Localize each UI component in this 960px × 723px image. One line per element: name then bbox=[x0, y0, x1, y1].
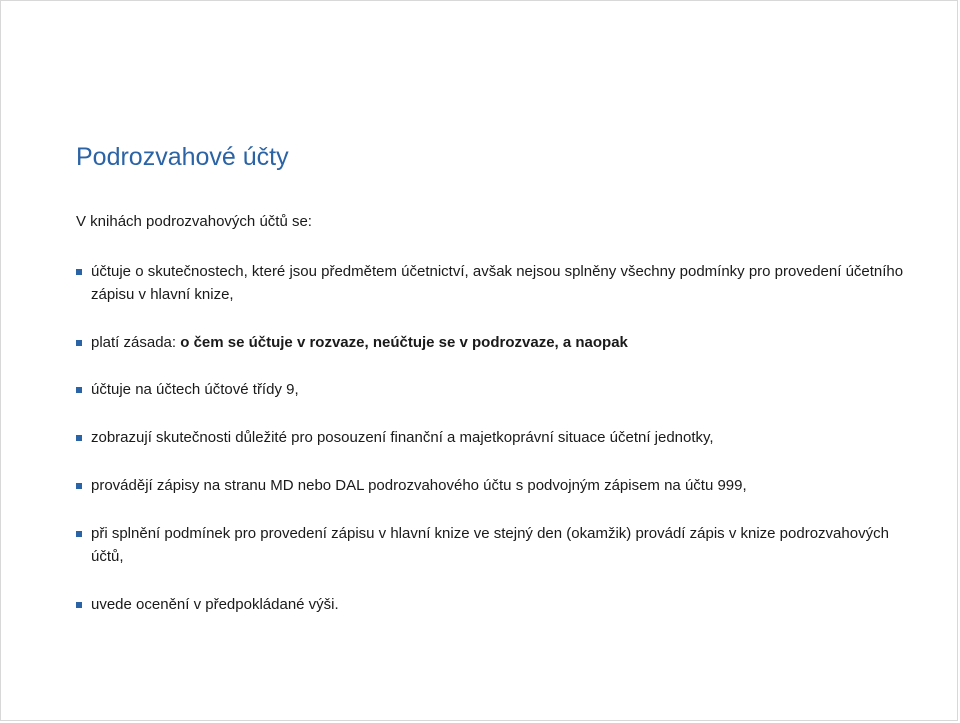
list-item bbox=[76, 378, 911, 401]
bullet-text: uvede ocenění v předpokládané výši. bbox=[91, 596, 339, 613]
bullet-text: účtuje o skutečnostech, které jsou předmětem účetnictví, avšak nejsou splněny všechny podmínky pro provedení účetního zápisu v hlavní knize, bbox=[91, 263, 904, 303]
square-bullet-icon bbox=[76, 531, 82, 537]
bullet-prefix: platí zásada: bbox=[91, 334, 181, 351]
list-item bbox=[76, 260, 911, 306]
bullet-text bbox=[91, 334, 628, 351]
slide-title: Podrozvahové účty bbox=[76, 143, 289, 171]
intro-text: V knihách podrozvahových účtů se: bbox=[76, 213, 312, 230]
bullet-text: při splnění podmínek pro provedení zápisu v hlavní knize ve stejný den (okamžik) provádí zápis v knize podrozvahových účtů, bbox=[91, 525, 889, 565]
bullet-text: zobrazují skutečnosti důležité pro posouzení finanční a majetkoprávní situace účetní jednotky, bbox=[91, 429, 714, 446]
square-bullet-icon bbox=[76, 602, 82, 608]
list-item bbox=[76, 593, 911, 616]
square-bullet-icon bbox=[76, 340, 82, 346]
square-bullet-icon bbox=[76, 387, 82, 393]
list-item bbox=[76, 522, 911, 568]
bullet-bold-text: o čem se účtuje v rozvaze, neúčtuje se v podrozvaze, a naopak bbox=[180, 334, 628, 351]
list-item bbox=[76, 474, 911, 497]
square-bullet-icon bbox=[76, 435, 82, 441]
bullet-text: účtuje na účtech účtové třídy 9, bbox=[91, 381, 299, 398]
square-bullet-icon bbox=[76, 483, 82, 489]
list-item bbox=[76, 331, 911, 354]
square-bullet-icon bbox=[76, 269, 82, 275]
bullet-text: provádějí zápisy na stranu MD nebo DAL podrozvahového účtu s podvojným zápisem na účtu 999, bbox=[91, 477, 747, 494]
list-item bbox=[76, 426, 911, 449]
